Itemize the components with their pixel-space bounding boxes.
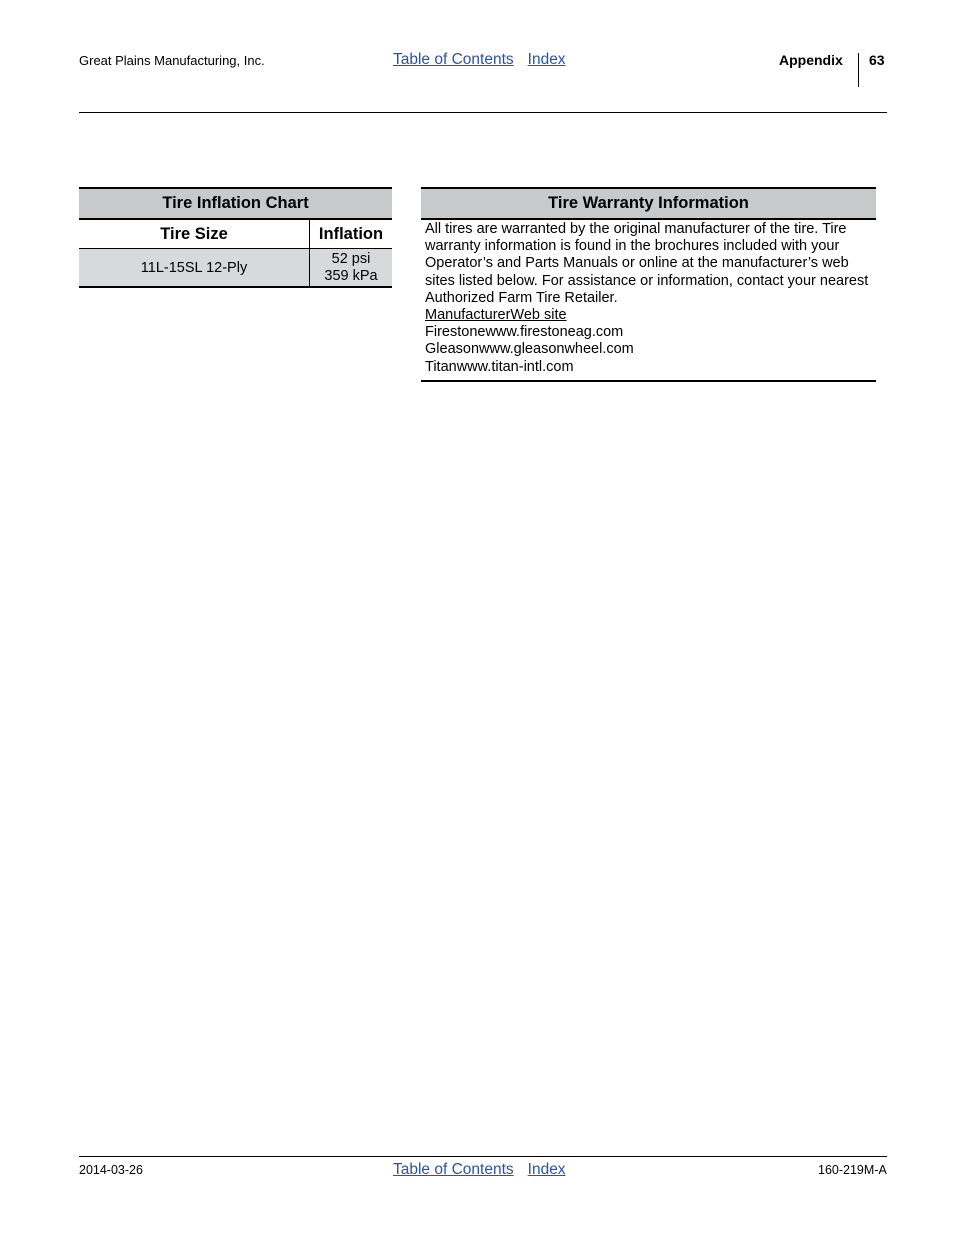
table-of-contents-link[interactable]: Table of Contents [393, 51, 514, 68]
column-header-tire-size: Tire Size [79, 219, 310, 249]
inflation-psi: 52 psi [331, 250, 371, 267]
inflation-kpa: 359 kPa [324, 267, 378, 284]
inflation-cell [310, 249, 393, 288]
table-row [79, 249, 392, 288]
footer-date: 2014-03-26 [79, 1163, 143, 1177]
index-link[interactable]: Index [527, 51, 566, 68]
manufacturer-list-header: ManufacturerWeb site [425, 307, 567, 324]
section-title: Appendix [779, 52, 843, 68]
footer-rule [79, 1156, 887, 1157]
warranty-intro: All tires are warranted by the original manufacturer of the tire. Tire warranty information is found in the brochures included with your Operator’s and Parts Manuals or online at the manufacturer’s web sites listed below. For assistance or information, contact your nearest Authorized Farm Tire Retailer. [425, 221, 869, 306]
index-link[interactable]: Index [527, 1161, 566, 1178]
list-item: Firestonewww.firestoneag.com [425, 324, 624, 341]
warranty-title: Tire Warranty Information [421, 187, 876, 220]
footer-nav [393, 1161, 580, 1179]
tire-warranty-box [421, 187, 876, 382]
company-name: Great Plains Manufacturing, Inc. [79, 53, 265, 68]
warranty-body [421, 220, 876, 382]
table-of-contents-link[interactable]: Table of Contents [393, 1161, 514, 1178]
tire-size-cell: 11L-15SL 12-Ply [79, 249, 310, 288]
list-item: Titanwww.titan-intl.com [425, 358, 574, 375]
column-header-inflation: Inflation [310, 219, 393, 249]
tire-inflation-table [79, 187, 392, 288]
list-item: Gleasonwww.gleasonwheel.com [425, 341, 634, 358]
header-nav [393, 51, 580, 69]
document-number: 160-219M-A [818, 1163, 887, 1177]
page-number: 63 [869, 52, 885, 68]
inflation-table-title: Tire Inflation Chart [79, 188, 392, 219]
header-divider [858, 53, 859, 87]
header-rule [79, 112, 887, 113]
